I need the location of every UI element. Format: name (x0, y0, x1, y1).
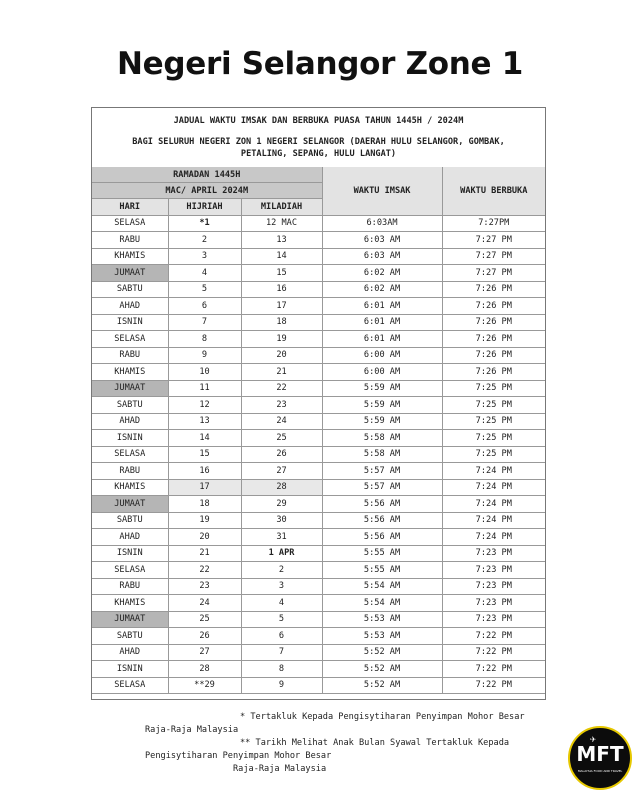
times-grid (92, 167, 545, 694)
hijriah-cell: 21 (168, 545, 241, 562)
imsak-cell: 5:56 AM (322, 512, 442, 529)
hijriah-cell: 9 (168, 347, 241, 364)
hari-cell: KHAMIS (92, 248, 168, 265)
hijriah-cell: 5 (168, 281, 241, 298)
table-row (92, 380, 545, 397)
hari-cell: JUMAAT (92, 265, 168, 282)
hijriah-cell: 3 (168, 248, 241, 265)
miladiah-cell: 25 (241, 430, 322, 447)
hari-column-header: HARI (92, 199, 168, 216)
mft-logo (568, 726, 632, 790)
miladiah-cell: 17 (241, 298, 322, 315)
table-row (92, 215, 545, 232)
miladiah-cell: 19 (241, 331, 322, 348)
hari-cell: ISNIN (92, 314, 168, 331)
berbuka-cell: 7:26 PM (442, 364, 545, 381)
table-header (92, 108, 545, 168)
berbuka-cell: 7:26 PM (442, 281, 545, 298)
hijriah-cell: 18 (168, 496, 241, 513)
imsak-cell: 5:56 AM (322, 496, 442, 513)
ramadan-header: RAMADAN 1445H (92, 167, 322, 183)
hari-cell: AHAD (92, 644, 168, 661)
miladiah-cell: 12 MAC (241, 215, 322, 232)
berbuka-cell: 7:26 PM (442, 347, 545, 364)
berbuka-cell: 7:26 PM (442, 298, 545, 315)
imsak-cell: 5:58 AM (322, 430, 442, 447)
imsak-cell: 6:02 AM (322, 281, 442, 298)
hijriah-cell: 24 (168, 595, 241, 612)
hijriah-cell: 28 (168, 661, 241, 678)
hijriah-cell: 12 (168, 397, 241, 414)
hari-cell: JUMAAT (92, 611, 168, 628)
berbuka-cell: 7:27 PM (442, 265, 545, 282)
berbuka-cell: 7:22 PM (442, 628, 545, 645)
hijriah-cell: 8 (168, 331, 241, 348)
berbuka-cell: 7:25 PM (442, 430, 545, 447)
berbuka-cell: 7:23 PM (442, 545, 545, 562)
berbuka-cell: 7:22 PM (442, 644, 545, 661)
footnote-2-cont: Pengisytiharan Penyimpan Mohor Besar (145, 751, 332, 761)
imsak-cell: 5:57 AM (322, 463, 442, 480)
hari-cell: SELASA (92, 215, 168, 232)
miladiah-cell: 28 (241, 479, 322, 496)
imsak-cell: 6:03 AM (322, 248, 442, 265)
footnote-2: ** Tarikh Melihat Anak Bulan Syawal Tertakluk Kepada (240, 738, 510, 748)
table-row (92, 562, 545, 579)
berbuka-cell: 7:25 PM (442, 397, 545, 414)
berbuka-cell: 7:27 PM (442, 232, 545, 249)
imsak-cell: 6:00 AM (322, 364, 442, 381)
hijriah-cell: 22 (168, 562, 241, 579)
miladiah-cell: 24 (241, 413, 322, 430)
hari-cell: KHAMIS (92, 595, 168, 612)
miladiah-cell: 18 (241, 314, 322, 331)
hijriah-cell: 26 (168, 628, 241, 645)
table-row (92, 595, 545, 612)
imsak-cell: 5:54 AM (322, 578, 442, 595)
hijriah-cell: 4 (168, 265, 241, 282)
hijriah-cell: 2 (168, 232, 241, 249)
miladiah-cell: 8 (241, 661, 322, 678)
hari-cell: AHAD (92, 529, 168, 546)
footnotes (145, 711, 565, 776)
berbuka-cell: 7:24 PM (442, 496, 545, 513)
footnote-1-cont: Raja-Raja Malaysia (145, 725, 239, 735)
berbuka-cell: 7:26 PM (442, 331, 545, 348)
imsak-cell: 6:01 AM (322, 314, 442, 331)
imsak-cell: 5:55 AM (322, 545, 442, 562)
imsak-cell: 6:03 AM (322, 232, 442, 249)
hari-cell: ISNIN (92, 661, 168, 678)
table-row (92, 479, 545, 496)
hijriah-cell: *1 (168, 215, 241, 232)
hari-cell: SELASA (92, 446, 168, 463)
miladiah-cell: 6 (241, 628, 322, 645)
imsak-cell: 5:53 AM (322, 628, 442, 645)
hari-cell: SABTU (92, 281, 168, 298)
header-line-1: JADUAL WAKTU IMSAK DAN BERBUKA PUASA TAHUN 1445H / 2024M (173, 116, 464, 126)
imsak-cell: 5:52 AM (322, 644, 442, 661)
footnote-1: * Tertakluk Kepada Pengisytiharan Penyimpan Mohor Besar (240, 712, 525, 722)
hari-cell: RABU (92, 347, 168, 364)
miladiah-cell: 13 (241, 232, 322, 249)
table-row (92, 661, 545, 678)
table-row (92, 628, 545, 645)
berbuka-cell: 7:24 PM (442, 512, 545, 529)
miladiah-cell: 14 (241, 248, 322, 265)
imsak-cell: 5:58 AM (322, 446, 442, 463)
logo-text: MFT (576, 742, 624, 766)
berbuka-cell: 7:25 PM (442, 380, 545, 397)
berbuka-cell: 7:25 PM (442, 413, 545, 430)
hari-cell: SABTU (92, 397, 168, 414)
hari-cell: KHAMIS (92, 364, 168, 381)
table-row (92, 578, 545, 595)
table-row (92, 529, 545, 546)
table-row (92, 314, 545, 331)
hari-cell: SABTU (92, 628, 168, 645)
table-row (92, 446, 545, 463)
month-header: MAC/ APRIL 2024M (92, 183, 322, 199)
miladiah-cell: 20 (241, 347, 322, 364)
hijriah-cell: 19 (168, 512, 241, 529)
plane-icon: ✈ (590, 734, 597, 745)
hijriah-cell: 27 (168, 644, 241, 661)
imsak-cell: 5:53 AM (322, 611, 442, 628)
berbuka-cell: 7:27PM (442, 215, 545, 232)
miladiah-cell: 21 (241, 364, 322, 381)
imsak-cell: 5:57 AM (322, 479, 442, 496)
hari-cell: SELASA (92, 331, 168, 348)
miladiah-cell: 9 (241, 677, 322, 694)
hijriah-cell: **29 (168, 677, 241, 694)
table-row (92, 364, 545, 381)
hari-cell: JUMAAT (92, 496, 168, 513)
miladiah-cell: 27 (241, 463, 322, 480)
hari-cell: SELASA (92, 562, 168, 579)
imsak-cell: 5:59 AM (322, 397, 442, 414)
berbuka-cell: 7:23 PM (442, 578, 545, 595)
footnote-2-end: Raja-Raja Malaysia (233, 764, 327, 774)
hari-cell: ISNIN (92, 545, 168, 562)
berbuka-cell: 7:24 PM (442, 529, 545, 546)
hari-cell: RABU (92, 232, 168, 249)
hari-cell: KHAMIS (92, 479, 168, 496)
miladiah-cell: 7 (241, 644, 322, 661)
berbuka-column-header: WAKTU BERBUKA (442, 167, 545, 215)
imsak-cell: 5:55 AM (322, 562, 442, 579)
miladiah-cell: 4 (241, 595, 322, 612)
table-row (92, 644, 545, 661)
imsak-column-header: WAKTU IMSAK (322, 167, 442, 215)
hijriah-cell: 20 (168, 529, 241, 546)
miladiah-cell: 15 (241, 265, 322, 282)
imsak-cell: 6:00 AM (322, 347, 442, 364)
imsak-cell: 5:52 AM (322, 661, 442, 678)
table-row (92, 298, 545, 315)
hari-cell: AHAD (92, 413, 168, 430)
miladiah-cell: 3 (241, 578, 322, 595)
hari-cell: JUMAAT (92, 380, 168, 397)
header-line-2: BAGI SELURUH NEGERI ZON 1 NEGERI SELANGOR (DAERAH HULU SELANGOR, GOMBAK, PETALING, SEPANG, HULU LANGAT) (132, 137, 505, 159)
imsak-cell: 5:54 AM (322, 595, 442, 612)
page-title: Negeri Selangor Zone 1 (116, 46, 524, 82)
miladiah-cell: 16 (241, 281, 322, 298)
hijriah-cell: 16 (168, 463, 241, 480)
hari-cell: SABTU (92, 512, 168, 529)
table-row (92, 281, 545, 298)
berbuka-cell: 7:22 PM (442, 661, 545, 678)
imsak-cell: 6:01 AM (322, 298, 442, 315)
miladiah-cell: 5 (241, 611, 322, 628)
hijriah-cell: 7 (168, 314, 241, 331)
hari-cell: RABU (92, 463, 168, 480)
miladiah-cell: 22 (241, 380, 322, 397)
miladiah-cell: 26 (241, 446, 322, 463)
table-row (92, 545, 545, 562)
hari-cell: AHAD (92, 298, 168, 315)
table-row (92, 677, 545, 694)
table-row (92, 430, 545, 447)
miladiah-cell: 23 (241, 397, 322, 414)
berbuka-cell: 7:24 PM (442, 479, 545, 496)
schedule-table (91, 107, 546, 700)
miladiah-cell: 1 APR (241, 545, 322, 562)
berbuka-cell: 7:26 PM (442, 314, 545, 331)
imsak-cell: 6:03AM (322, 215, 442, 232)
berbuka-cell: 7:25 PM (442, 446, 545, 463)
table-row (92, 232, 545, 249)
berbuka-cell: 7:24 PM (442, 463, 545, 480)
table-row (92, 397, 545, 414)
hijriah-cell: 25 (168, 611, 241, 628)
logo-subtitle: MALAYSIA FOOD AND TRAVEL (577, 769, 623, 773)
miladiah-cell: 30 (241, 512, 322, 529)
berbuka-cell: 7:23 PM (442, 611, 545, 628)
table-row (92, 248, 545, 265)
berbuka-cell: 7:22 PM (442, 677, 545, 694)
miladiah-cell: 31 (241, 529, 322, 546)
table-row (92, 512, 545, 529)
berbuka-cell: 7:23 PM (442, 595, 545, 612)
table-row (92, 265, 545, 282)
hijriah-cell: 14 (168, 430, 241, 447)
hijriah-cell: 17 (168, 479, 241, 496)
imsak-cell: 5:59 AM (322, 413, 442, 430)
hijriah-cell: 11 (168, 380, 241, 397)
table-row (92, 331, 545, 348)
hijriah-column-header: HIJRIAH (168, 199, 241, 216)
hijriah-cell: 15 (168, 446, 241, 463)
hari-cell: ISNIN (92, 430, 168, 447)
hijriah-cell: 23 (168, 578, 241, 595)
table-row (92, 413, 545, 430)
imsak-cell: 5:56 AM (322, 529, 442, 546)
berbuka-cell: 7:23 PM (442, 562, 545, 579)
miladiah-column-header: MILADIAH (241, 199, 322, 216)
miladiah-cell: 29 (241, 496, 322, 513)
hijriah-cell: 6 (168, 298, 241, 315)
imsak-cell: 6:01 AM (322, 331, 442, 348)
table-row (92, 347, 545, 364)
hijriah-cell: 13 (168, 413, 241, 430)
imsak-cell: 5:52 AM (322, 677, 442, 694)
hijriah-cell: 10 (168, 364, 241, 381)
berbuka-cell: 7:27 PM (442, 248, 545, 265)
miladiah-cell: 2 (241, 562, 322, 579)
table-row (92, 463, 545, 480)
imsak-cell: 6:02 AM (322, 265, 442, 282)
hari-cell: RABU (92, 578, 168, 595)
table-row (92, 496, 545, 513)
hari-cell: SELASA (92, 677, 168, 694)
table-row (92, 611, 545, 628)
imsak-cell: 5:59 AM (322, 380, 442, 397)
